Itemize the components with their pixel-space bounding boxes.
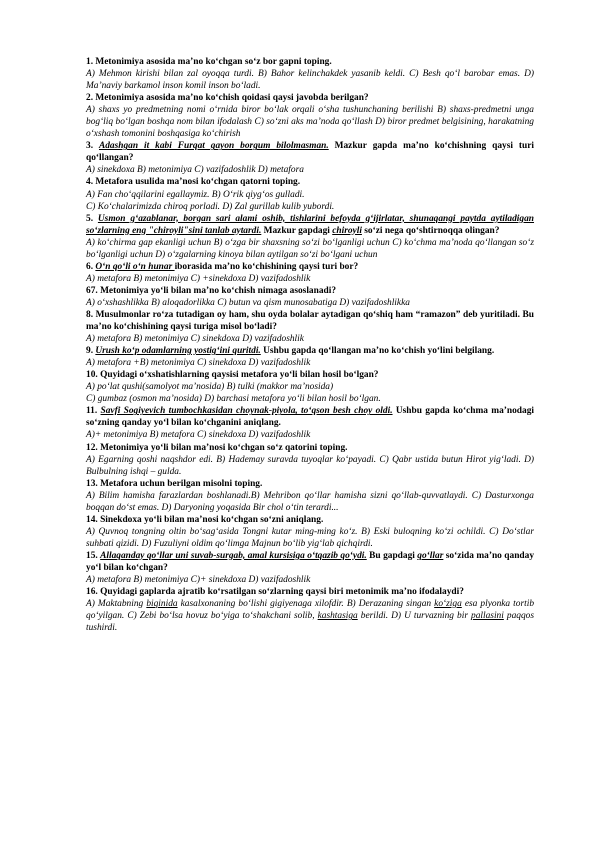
highlighted-word: chiroyli [332,225,362,236]
answers-14: A) Quvnoq tongning oltin bo‘sag‘asida Tongni kutar ming-ming ko‘z. B) Eski buloqning ko‘zi ochildi. C) Do‘stlar suhbati qizidi. D) Fuzuliyni oldim qo‘limga Majnun bo‘lib yig‘lab qichqirdi. [86,526,534,549]
quoted-sentence: Usmon g‘azablanar, borgan sari alami oshib, tishlarini befoyda g‘ijirlatar, shunaqangi paytda aytiladigan so‘zlarning eng "chiroyli"sini tanlab aytardi. [86,213,535,236]
question-5: 5. Usmon g‘azablanar, borgan sari alami oshib, tishlarini befoyda g‘ijirlatar, shunaqangi paytda aytiladigan so‘zlarning eng "chiroyli"sini tanlab aytardi. Mazkur gapdagi chiroyli so‘zi nega qo‘shtirnoqqa olingan? [86,213,535,236]
answers-10-line2: C) gumbaz (osmon ma’nosida) D) barchasi metafora yo‘li bilan hosil bo‘lgan. [86,394,381,405]
question-8: 8. Musulmonlar ro‘za tutadigan oy ham, shu oyda bolalar aytadigan qo‘shiq ham “ramazon” deb yuritiladi. Bu ma’no ko‘chishining qaysi turiga misol bo‘ladi? [86,309,534,333]
answers-11: A)+ metonimiya B) metafora C) sinekdoxa D) vazifadoshlik [86,430,311,441]
answers-4-line2: C) Ko‘chalarimizda chiroq porladi. D) Zal gurillab kulib yubordi. [86,201,335,212]
highlighted-word: pallasini [471,611,504,622]
answers-13: A) Bilim hamisha farazlardan boshlanadi.B) Mehribon qo‘llar hamisha sizni qo‘llab-quvvatlaydi. C) Dasturxonga boqqan do‘st emas. D) Daryoning yoqasida Bir chol o‘tin terardi... [86,490,534,513]
question-1: 1. Metonimiya asosida ma’no ko‘chgan so‘z bor gapni toping. [86,57,332,67]
quoted-sentence: Savfi Sogiyevich tumbochkasidan choynak-piyola, to‘qson besh choy oldi. [100,406,393,417]
answers-2: A) shaxs yo predmetning nomi o‘rnida biror bo‘lak orqali o‘sha tushunchaning berilishi B) shaxs-predmetni unga bog‘liq bo‘lgan boshqa nom bilan ifodalash C) so‘zni aks ma’noda qo‘llash D) biror predmet belgisining, harakatning o‘xshash tomonini boshqasiga ko‘chirish [86,105,534,140]
quoted-phrase: O‘n qo‘li o‘n hunar [95,261,175,272]
answers-16: A) Maktabning biqinida kasalxonaning bo‘lishi gigiyenaga xilofdir. B) Derazaning singan ko‘ziga esa plyonka tortib qo‘yilgan. C) Zebi bo‘lsa hovuz bo‘yiga to‘shakchani solib, kashtasiga berildi. D) U turvazning bir pallasini paqqos tushirdi. [86,599,535,634]
quoted-sentence: Adashgan it kabi Furqat gayon borgum bilolmasman. [98,141,329,152]
highlighted-word: qo‘llar [417,550,444,561]
question-15: 15. Allaqanday qo‘llar uni suvab-surgab, amal kursisiga o‘tqazib qo‘ydi. Bu gapdagi qo‘llar so‘zida ma’no qanday yo‘l bilan ko‘chgan? [86,550,535,573]
quoted-sentence: Allaqanday qo‘llar uni suvab-surgab, amal kursisiga o‘tqazib qo‘ydi. [100,550,367,561]
answers-5: A) ko‘chirma gap ekanligi uchun B) o‘zga bir shaxsning so‘zi bo‘lganligi uchun C) ko‘chma ma’noda qo‘llangan so‘z bo‘lganligi uchun D) o‘zgalarning kinoya bilan aytilgan so‘zi bo‘lgani uchun [86,237,534,260]
answers-1: A) Mehmon kirishi bilan zal oyoqqa turdi. B) Bahor kelinchakdek yasanib keldi. C) Besh qo‘l barobar emas. D) Ma’naviy barkamol inson komil inson bo‘ladi. [86,69,534,92]
question-4: 4. Metafora usulida ma’nosi ko‘chgan qatorni toping. [86,177,301,188]
question-2: 2. Metonimiya asosida ma’no ko‘chish qoidasi qaysi javobda berilgan? [86,93,369,104]
answers-7: A) o‘xshashlikka B) aloqadorlikka C) butun va qism munosabatiga D) vazifadoshlikka [86,297,410,308]
answers-3: A) sinekdoxa B) metonimiya C) vazifadoshlik D) metafora [86,165,304,176]
question-16: 16. Quyidagi gaplarda ajratib ko‘rsatilgan so‘zlarning qaysi biri metonimik ma’no ifodalaydi? [86,587,464,598]
question-14: 14. Sinekdoxa yo‘li bilan ma’nosi ko‘chgan so‘zni aniqlang. [86,514,324,525]
question-11: 11. Savfi Sogiyevich tumbochkasidan choynak-piyola, to‘qson besh choy oldi. Ushbu gapda ko‘chma ma’nodagi so‘zning qanday yo‘l bilan ko‘chganini aniqlang. [86,406,534,429]
answers-10-line1: A) po‘lat qushi(samolyot ma’nosida) B) tulki (makkor ma’nosida) [86,382,334,393]
question-10: 10. Quyidagi o‘xshatishlarning qaysisi metafora yo‘li bilan hosil bo‘lgan? [86,370,379,381]
answers-12: A) Egarning qoshi naqshdor edi. B) Hademay suravda tuyoqlar ko‘payadi. C) Qabr ustida butun Hirot yig‘ladi. D) Bulbulning ishqi – gulda. [86,454,534,477]
question-12: 12. Metonimiya yo‘li bilan ma’nosi ko‘chgan so‘z qatorini toping. [86,442,348,453]
question-3: 3. Adashgan it kabi Furqat gayon borgum bilolmasman. Mazkur gapda ma’no ko‘chishning qaysi turi qo‘llangan? [86,141,535,164]
answers-6: A) metafora B) metonimiya C) +sinekdoxa D) vazifadoshlik [86,273,311,284]
answers-9: A) metafora +B) metonimiya C) sinekdoxa D) vazifadoshlik [86,358,311,369]
highlighted-word: ko‘ziga [434,599,462,610]
highlighted-word: kashtasiga [317,611,358,622]
answers-4-line1: A) Fan cho‘qqilarini egallaymiz. B) O‘rik qiyg‘os gulladi. [86,189,305,200]
answers-15: A) metafora B) metonimiya C)+ sinekdoxa D) vazifadoshlik [86,575,311,586]
question-13: 13. Metafora uchun berilgan misolni toping. [86,478,263,489]
question-6: 6. O‘n qo‘li o‘n hunar iborasida ma’no ko‘chishining qaysi turi bor? [86,261,359,272]
highlighted-word: biqinida [146,599,178,610]
question-9: 9. Urush ko‘p odamlarning yostig‘ini quritdi. Ushbu gapda qo‘llangan ma’no ko‘chish yo‘lini belgilang. [86,346,495,357]
question-7: 67. Metonimiya yo‘li bilan ma’no ko‘chish nimaga asoslanadi? [86,285,337,296]
answers-8: A) metafora B) metonimiya C) sinekdoxa D) vazifadoshlik [86,334,304,345]
quoted-sentence: Urush ko‘p odamlarning yostig‘ini quritdi. [95,346,261,357]
